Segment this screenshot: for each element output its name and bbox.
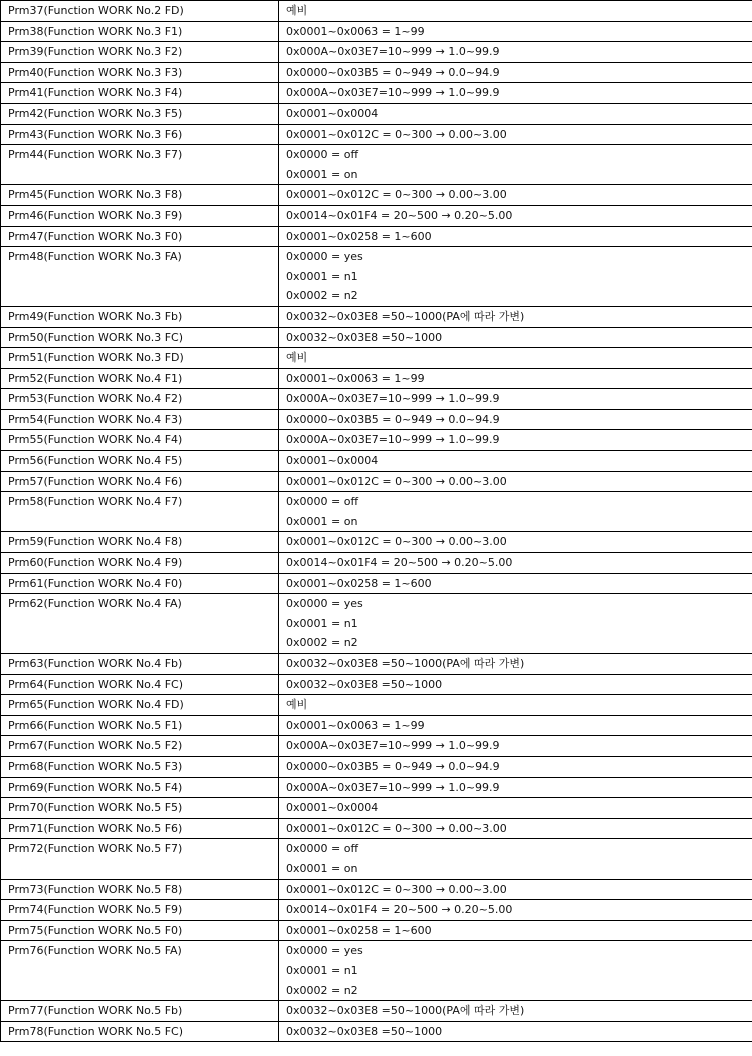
param-name: Prm74(Function WORK No.5 F9) [8,903,183,917]
param-value-cell [279,185,752,206]
param-name: Prm62(Function WORK No.4 FA) [8,597,182,611]
param-value-line: 0x0014~0x01F4 = 20~500 → 0.20~5.00 [286,208,513,222]
param-name: Prm39(Function WORK No.3 F2) [8,45,183,59]
table-row [1,736,752,757]
table-row [1,818,752,839]
param-value-line: 0x0014~0x01F4 = 20~500 → 0.20~5.00 [286,556,513,570]
param-name-cell [1,348,279,369]
param-name-cell [1,879,279,900]
param-name-cell [1,492,279,532]
table-row [1,941,752,1001]
param-value-line: 0x0001~0x0063 = 1~99 [286,24,425,38]
param-value-cell [279,430,752,451]
table-row [1,348,752,369]
param-value-line: 0x0001~0x012C = 0~300 → 0.00~3.00 [286,474,507,488]
param-name-cell [1,777,279,798]
param-value-line: 0x0001~0x0063 = 1~99 [286,371,425,385]
param-value-line: 0x0001~0x0258 = 1~600 [286,576,432,590]
param-name: Prm52(Function WORK No.4 F1) [8,371,183,385]
table-row [1,42,752,63]
param-value-line: 0x0001~0x0004 [286,801,379,815]
param-name: Prm60(Function WORK No.4 F9) [8,556,183,570]
param-name: Prm51(Function WORK No.3 FD) [8,351,184,365]
param-name-cell [1,798,279,819]
param-name: Prm78(Function WORK No.5 FC) [8,1024,184,1038]
table-row [1,920,752,941]
param-value-line: 0x0000~0x03B5 = 0~949 → 0.0~94.9 [286,65,500,79]
table-row [1,674,752,695]
param-name: Prm73(Function WORK No.5 F8) [8,882,183,896]
param-value-cell [279,389,752,410]
param-name-cell [1,103,279,124]
param-name-cell [1,226,279,247]
param-value-cell [279,573,752,594]
param-name: Prm58(Function WORK No.4 F7) [8,495,183,509]
param-value-cell [279,83,752,104]
table-row [1,900,752,921]
param-value-cell [279,900,752,921]
param-name: Prm48(Function WORK No.3 FA) [8,250,182,264]
param-name: Prm45(Function WORK No.3 F8) [8,188,183,202]
table-row [1,124,752,145]
param-name: Prm75(Function WORK No.5 F0) [8,923,183,937]
param-value-line: 0x0001 = on [286,514,358,528]
param-name: Prm61(Function WORK No.4 F0) [8,576,183,590]
param-name-cell [1,715,279,736]
param-name-cell [1,83,279,104]
param-name: Prm68(Function WORK No.5 F3) [8,759,183,773]
param-value-cell [279,532,752,553]
table-row [1,306,752,327]
param-value-cell [279,124,752,145]
table-row [1,327,752,348]
param-value-line: 0x0032~0x03E8 =50~1000(PA에 따라 가변) [286,309,525,323]
table-row [1,695,752,716]
param-value-line: 예비 [286,698,308,712]
param-name: Prm54(Function WORK No.4 F3) [8,412,183,426]
table-row [1,409,752,430]
param-value-cell [279,247,752,307]
param-value-line: 예비 [286,351,308,365]
param-value-cell [279,654,752,675]
param-value-cell [279,145,752,185]
table-row [1,389,752,410]
param-value-line: 0x0001~0x012C = 0~300 → 0.00~3.00 [286,188,507,202]
param-value-line: 0x0001~0x012C = 0~300 → 0.00~3.00 [286,882,507,896]
param-value-line: 0x0000 = off [286,842,359,856]
param-value-line: 0x000A~0x03E7=10~999 → 1.0~99.9 [286,86,500,100]
param-name: Prm72(Function WORK No.5 F7) [8,842,183,856]
param-name: Prm44(Function WORK No.3 F7) [8,148,183,162]
param-name-cell [1,1,279,22]
param-value-line: 0x0001~0x0258 = 1~600 [286,923,432,937]
param-name: Prm65(Function WORK No.4 FD) [8,698,184,712]
table-row [1,471,752,492]
table-row [1,756,752,777]
param-value-cell [279,736,752,757]
param-name-cell [1,553,279,574]
param-value-cell [279,674,752,695]
param-name: Prm67(Function WORK No.5 F2) [8,739,183,753]
table-row [1,368,752,389]
param-value-cell [279,471,752,492]
table-row [1,492,752,532]
table-row [1,103,752,124]
param-name-cell [1,368,279,389]
param-name: Prm40(Function WORK No.3 F3) [8,65,183,79]
param-value-line: 0x0000 = off [286,148,359,162]
param-name-cell [1,736,279,757]
param-value-cell [279,226,752,247]
param-value-cell [279,327,752,348]
param-name-cell [1,818,279,839]
table-row [1,798,752,819]
table-row [1,83,752,104]
param-name-cell [1,306,279,327]
param-name: Prm70(Function WORK No.5 F5) [8,801,183,815]
param-value-cell [279,62,752,83]
param-value-cell [279,695,752,716]
param-name-cell [1,389,279,410]
table-row [1,226,752,247]
param-value-cell [279,553,752,574]
param-name-cell [1,21,279,42]
param-value-cell [279,492,752,532]
param-value-line: 0x0001~0x0258 = 1~600 [286,229,432,243]
param-value-cell [279,1001,752,1022]
param-value-line: 0x000A~0x03E7=10~999 → 1.0~99.9 [286,45,500,59]
param-name: Prm64(Function WORK No.4 FC) [8,677,184,691]
param-name: Prm59(Function WORK No.4 F8) [8,535,183,549]
param-value-line: 0x0032~0x03E8 =50~1000(PA에 따라 가변) [286,657,525,670]
table-row [1,247,752,307]
param-value-cell [279,368,752,389]
param-name-cell [1,327,279,348]
param-value-line: 0x0001~0x0004 [286,106,379,120]
param-value-cell [279,818,752,839]
param-name: Prm69(Function WORK No.5 F4) [8,780,183,794]
table-row [1,715,752,736]
param-name: Prm43(Function WORK No.3 F6) [8,127,183,141]
param-name-cell [1,654,279,675]
param-value-line: 0x0001 = n1 [286,269,358,283]
param-value-cell [279,1021,752,1042]
param-value-cell [279,839,752,879]
param-value-cell [279,21,752,42]
param-value-line: 0x0002 = n2 [286,983,358,997]
param-name-cell [1,124,279,145]
param-value-line: 0x0001~0x012C = 0~300 → 0.00~3.00 [286,127,507,141]
table-row [1,594,752,654]
param-name-cell [1,185,279,206]
param-name-cell [1,756,279,777]
param-value-cell [279,348,752,369]
param-value-cell [279,715,752,736]
param-name: Prm38(Function WORK No.3 F1) [8,24,183,38]
param-name: Prm47(Function WORK No.3 F0) [8,229,183,243]
param-name-cell [1,145,279,185]
param-name-cell [1,573,279,594]
param-name: Prm49(Function WORK No.3 Fb) [8,309,183,323]
parameter-table-body [1,1,752,1042]
param-name-cell [1,247,279,307]
param-value-line: 0x0001 = on [286,861,358,875]
param-name-cell [1,900,279,921]
param-name: Prm50(Function WORK No.3 FC) [8,330,184,344]
param-value-cell [279,941,752,1001]
param-name: Prm53(Function WORK No.4 F2) [8,392,183,406]
param-value-cell [279,879,752,900]
param-value-line: 0x0000~0x03B5 = 0~949 → 0.0~94.9 [286,759,500,773]
param-name-cell [1,409,279,430]
table-row [1,573,752,594]
table-row [1,430,752,451]
param-name: Prm66(Function WORK No.5 F1) [8,718,183,732]
param-name: Prm41(Function WORK No.3 F4) [8,86,183,100]
param-value-line: 0x0001 = n1 [286,963,358,977]
param-value-line: 0x0002 = n2 [286,289,358,303]
table-row [1,145,752,185]
table-row [1,451,752,472]
param-value-cell [279,777,752,798]
param-value-line: 0x0001~0x0004 [286,454,379,468]
table-row [1,879,752,900]
table-row [1,185,752,206]
param-value-cell [279,42,752,63]
param-name-cell [1,430,279,451]
param-value-cell [279,205,752,226]
param-name-cell [1,205,279,226]
table-row [1,1001,752,1022]
param-name-cell [1,42,279,63]
param-value-line: 0x0032~0x03E8 =50~1000(PA에 따라 가변) [286,1004,525,1018]
table-row [1,21,752,42]
param-name: Prm71(Function WORK No.5 F6) [8,821,183,835]
param-value-line: 0x0001~0x012C = 0~300 → 0.00~3.00 [286,535,507,549]
param-value-cell [279,306,752,327]
param-value-cell [279,798,752,819]
param-value-cell [279,756,752,777]
param-value-cell [279,594,752,654]
param-value-cell [279,103,752,124]
param-name: Prm76(Function WORK No.5 FA) [8,944,182,958]
param-value-line: 0x0014~0x01F4 = 20~500 → 0.20~5.00 [286,903,513,917]
table-row [1,654,752,675]
table-row [1,553,752,574]
param-value-line: 0x000A~0x03E7=10~999 → 1.0~99.9 [286,433,500,447]
param-name-cell [1,532,279,553]
param-value-cell [279,920,752,941]
param-name: Prm42(Function WORK No.3 F5) [8,106,183,120]
param-value-line: 0x0000 = off [286,495,359,509]
param-value-cell [279,451,752,472]
param-value-line: 0x0001 = on [286,167,358,181]
param-name-cell [1,941,279,1001]
param-name-cell [1,920,279,941]
param-value-cell [279,1,752,22]
param-name-cell [1,1021,279,1042]
param-name: Prm77(Function WORK No.5 Fb) [8,1004,183,1018]
param-name: Prm37(Function WORK No.2 FD) [8,4,184,17]
param-value-line: 0x000A~0x03E7=10~999 → 1.0~99.9 [286,392,500,406]
param-name: Prm56(Function WORK No.4 F5) [8,454,183,468]
param-name: Prm55(Function WORK No.4 F4) [8,433,183,447]
param-value-line: 0x0001~0x0063 = 1~99 [286,718,425,732]
param-value-line: 0x0001~0x012C = 0~300 → 0.00~3.00 [286,821,507,835]
param-name-cell [1,839,279,879]
param-name-cell [1,674,279,695]
param-value-line: 예비 [286,4,308,17]
param-name-cell [1,695,279,716]
param-value-line: 0x0000 = yes [286,250,363,264]
table-row [1,62,752,83]
param-value-line: 0x0001 = n1 [286,616,358,630]
param-name-cell [1,471,279,492]
table-row [1,839,752,879]
table-row [1,1,752,22]
param-value-line: 0x0032~0x03E8 =50~1000 [286,1024,443,1038]
param-value-line: 0x0032~0x03E8 =50~1000 [286,330,443,344]
param-value-cell [279,409,752,430]
param-name: Prm63(Function WORK No.4 Fb) [8,657,183,670]
param-name: Prm46(Function WORK No.3 F9) [8,208,183,222]
param-value-line: 0x0032~0x03E8 =50~1000 [286,677,443,691]
param-name-cell [1,62,279,83]
param-value-line: 0x000A~0x03E7=10~999 → 1.0~99.9 [286,739,500,753]
param-name-cell [1,451,279,472]
param-value-line: 0x0000 = yes [286,944,363,958]
param-value-line: 0x0000~0x03B5 = 0~949 → 0.0~94.9 [286,412,500,426]
param-name-cell [1,594,279,654]
table-row [1,1021,752,1042]
param-name-cell [1,1001,279,1022]
table-row [1,205,752,226]
param-value-line: 0x0000 = yes [286,597,363,611]
table-row [1,532,752,553]
param-value-line: 0x000A~0x03E7=10~999 → 1.0~99.9 [286,780,500,794]
param-name: Prm57(Function WORK No.4 F6) [8,474,183,488]
param-value-line: 0x0002 = n2 [286,636,358,650]
table-row [1,777,752,798]
